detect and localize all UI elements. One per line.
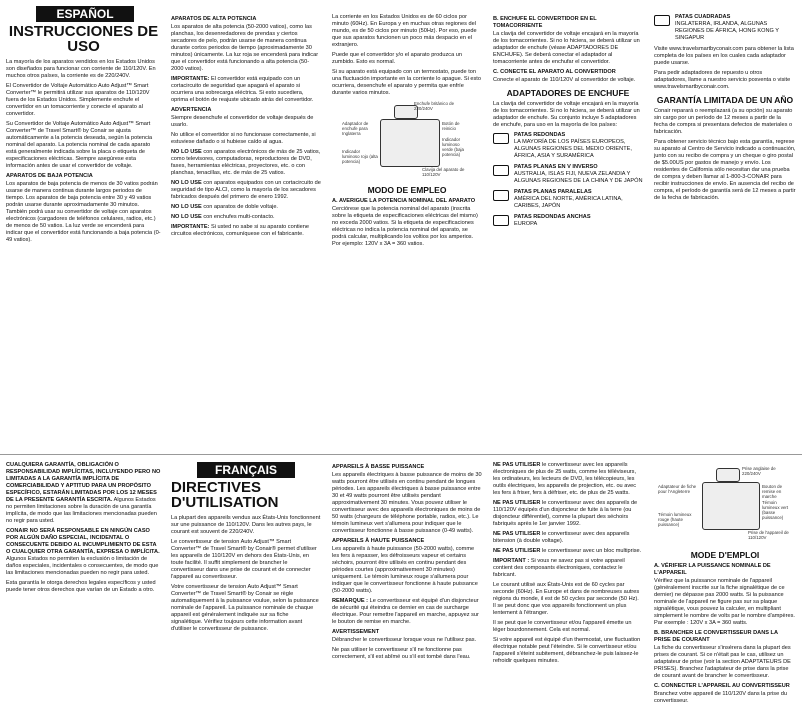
es-warranty-final: Esta garantía le otorga derechos legales específicos y usted puede tener otros derechos que varían de un Estado a otro. — [6, 580, 156, 593]
es-column-5 — [654, 14, 796, 205]
fr-converter-body — [702, 482, 760, 530]
fr-no-use-label-3: NE PAS UTILISER — [493, 531, 541, 537]
fr-step-a-text: Vérifiez que la puissance nominale de l'appareil (généralement inscrite sur la fiche signalétique de ce dernier) ne dépasse pas 2000 watts. Si la puissance nominale de l'appareil ne figure pas sur sa plaque signalétique, vous pouvez la calculer, en multipliant simplement le nombre de volts par le nombre d'ampères. Par exemple : 120V x 3A = 360 watts. — [654, 578, 795, 626]
es-low-power-heading: APARATOS DE BAJA POTENCIA — [6, 173, 93, 179]
es-no-use-3: con aparatos de doble voltaje. — [203, 204, 278, 210]
es-warning-text-2: No utilice el convertidor si no funcionase correctamente, si estuviese dañado o si hubiese caído al agua. — [171, 132, 316, 145]
inverted-v-plug-icon — [493, 165, 509, 176]
es-no-use-label-3: NO LO USE — [171, 204, 202, 210]
fr-step-b-text: La fiche du convertisseur s'insérera dans la plupart des prises de courant. Si ce n'était pas le cas, utilisez un adaptateur de prise (voir la section ADAPTATEURS DE PRISES). Branchez l'adaptateur de prise dans la prise de courant avant de brancher le convertisseur. — [654, 645, 791, 679]
es-warranty-text: Conair reparará o reemplazará (a su opción) su aparato sin cargo por un período de 12 meses a partir de la fecha de compra si presentara defectos de materiales o fabricación. — [654, 108, 793, 135]
es-warranty-heading: GARANTÍA LIMITADA DE UN AÑO — [656, 95, 794, 105]
es-plug-regions: LA MAYORÍA DE LOS PAÍSES EUROPEOS, ALGUNAS REGIONES DEL MEDIO ORIENTE, ÁFRICA, ASIA Y SURAMÉRICA — [514, 139, 632, 159]
es-warranty-caps-1-tail: Algunos Estados no permiten limitaciones sobre la duración de una garantía implícita, de modo que las limitaciones mencionadas pueden no regir para usted. — [6, 497, 157, 524]
es-page-title: INSTRUCCIONES DE USO — [8, 23, 159, 55]
fr-intro-1: La plupart des appareils vendus aux États-Unis fonctionnent sur une puissance de 110/120V. Dans les autres pays, le courant est souvent de 220/240V. — [171, 515, 321, 535]
es-column-4 — [493, 14, 643, 232]
es-visit-text: Visite www.travelsmartbyconair.com para obtener la lista completa de los países en los cuales cada adaptador puede usarse. — [654, 46, 794, 66]
fr-page-title: DIRECTIVES D'UTILISATION — [171, 479, 279, 511]
fr-high-power-heading: APPAREILS À HAUTE PUISSANCE — [332, 538, 425, 544]
fr-intro-2: Le convertisseur de tension Auto Adjust™ Smart Converter™ de Travel Smart® by Conair® permet d'utiliser les appareils de 110/120V en dehors des États-Unis, en toute facilité. Il suffit simplement de brancher le convertisseur dans une prise de courant et de connecter l'appareil au convertisseur. — [171, 539, 317, 580]
fr-no-use-1: le convertisseur avec les appareils électroniques de plus de 25 watts, comme les téléviseurs, les ordinateurs, les lecteurs de DVD, les télécopieurs, les outils électriques, les appareils de projection, etc. ou avec les fers à friser, fers à défriser, etc. de plus de 25 watts. — [493, 462, 637, 496]
es-plug-name: PATAS PLANAS PARALELAS — [514, 189, 592, 195]
es-plug-regions: AUSTRALIA, ISLAS FIJI, NUEVA ZELANDIA Y ALGUNAS REGIONES DE LA CHINA Y DE JAPÓN — [514, 171, 643, 184]
fr-converter-diagram — [658, 466, 792, 546]
fr-warning-heading: AVERTISSEMENT — [332, 629, 380, 635]
es-warning-heading: ADVERTENCIA — [171, 107, 212, 113]
es-important-text-2: Si usted no sabe si su aparato contiene circuitos electrónicos, comuníquese con el fabricante. — [171, 224, 309, 237]
es-adapters-heading: ADAPTADORES DE ENCHUFE — [506, 88, 630, 98]
es-no-use-label-2: NO LO USE — [171, 180, 202, 186]
es-important-label: IMPORTANTE: — [171, 76, 210, 82]
fr-column-4 — [654, 462, 796, 708]
fr-no-use-2: le convertisseur avec des appareils de 110/120V équipés d'un disjoncteur de fuite à la terre (ou disjoncteur différentiel), comme la plupart des séchoirs fabriqués après le 1er janvier 1992. — [493, 500, 638, 527]
es-language-banner: ESPAÑOL — [36, 6, 134, 22]
es-plug-name: PATAS REDONDAS — [514, 132, 566, 138]
es-plug-regions: INGLATERRA, IRLANDA, ALGUNAS REGIONES DE ÁFRICA, HONG KONG Y SINGAPUR — [675, 21, 779, 41]
es-no-use-2: con aparatos equipados con un cortacircuito de seguridad de tipo ALCI, como la mayoría de los secadores fabricados después del primero de enero 1992. — [171, 180, 321, 200]
fr-step-c: C. CONNECTER L'APPAREIL AU CONVERTISSEUR — [654, 683, 790, 689]
es-plug-name: PATAS PLANAS EN V INVERSO — [514, 164, 598, 170]
fr-language-banner: FRANÇAIS — [197, 462, 295, 478]
fr-diagram-label-2: Adaptateur de fiche pour l'Angleterre — [658, 484, 697, 494]
es-intro-3: Su Convertidor de Voltaje Automático Auto Adjust™ Smart Converter™ de Travel Smart® by Conair se ajusta automáticamente a la potencia deseada, según la potencia nominal del aparato. La potencia nominal de cada aparato está generalmente indicada sobre la placa o etiqueta de especificaciones eléctricas. Siempre asegúrese esta información antes de usar el convertidor de voltaje. — [6, 121, 153, 169]
es-high-power-text: Los aparatos de alta potencia (50-2000 vatios), como las planchas, los desenredadores de prendas y ciertos secadores de pelo, podrán usarse de manera continua durante cortos periodos de tiempo (aproximadamente 30 minutos) únicamente. La luz roja se encenderá para indicar que el convertidor está funcionando a alta potencia (50-2000 vatios). — [171, 24, 319, 72]
es-mode-heading: MODO DE EMPLEO — [367, 185, 447, 195]
es-warranty-continued — [6, 462, 161, 597]
fr-warning-text: Débrancher le convertisseur lorsque vous ne l'utilisez pas. — [332, 637, 477, 643]
fr-column-3 — [493, 462, 643, 668]
fr-current-text-2: Il se peut que le convertisseur et/ou l'appareil émette un léger bourdonnement. Cela est normal. — [493, 620, 632, 633]
es-plug-regions: AMÉRICA DEL NORTE, AMÉRICA LATINA, CARIBES, JAPÓN — [514, 196, 623, 209]
fr-thermostat-text: Si votre appareil est équipé d'un thermostat, une fluctuation électrique notable peut l'éteindre. Si le convertisseur et/ou l'appareil s'éteint subitement, débranchez-le puis laissez-le refroidir quelques minutes. — [493, 637, 641, 664]
fr-no-use-label: NE PAS UTILISER — [493, 462, 541, 468]
es-diagram-label-6: Clavija del aparato de 110/120V — [422, 167, 465, 177]
es-warranty-text-2: Para obtener servicio técnico bajo esta garantía, regrese su aparato al Centro de Servicio indicado a continuación, junto con su recibo de compra y un cheque o giro postal de $5.00US por gastos de manejo y envío. Los residentes de California sólo necesitan dar una prueba de compra y deben llamar al 1-800-3-CONAIR para recibir instrucciones de envío. En ausencia del recibo de compra, el período de garantía será de 12 meses a partir de la fecha de fabricación. — [654, 139, 796, 201]
es-thermostat-text: Si su aparato está equipado con un termostato, puede ton una fluctuación importante en la corriente lo apague. Si esto ocurriera, desenchufe el aparato y permita que enfríe durante varios minutos. — [332, 69, 481, 96]
fr-diagram-label-6: Prise de l'appareil de 110/120V — [748, 530, 789, 540]
es-plug-item — [493, 189, 643, 210]
es-diagram-label-4: Indicador luminoso verde (baja potencia) — [442, 137, 464, 157]
fr-no-use-label-4: NE PAS UTILISER — [493, 548, 541, 554]
fr-low-power-text: Les appareils électriques à basse puissance de moins de 30 watts pourront être utilisés en continu pendant de longues périodes. Les appareils électriques à basse puissance entre 30 et 49 watts pourront être utilisés pendant approximativement 30 minutes. Vous pouvez utiliser le convertisseur avec des appareils électroniques de moins de 50 watts (chargeurs de téléphone portable, radios, etc.). Le témoin lumineux vert s'allumera pour indiquer que le convertisseur fonctionne à basse puissance (0-49 watts). — [332, 472, 482, 534]
es-important-text: El convertidor está equipado con un cortacircuito de seguridad que apagará el aparato si ocurriera una sobrecarga eléctrica. Si esto sucediera, oprima el botón de reajuste ubicado atrás del convertidor. — [171, 76, 314, 103]
es-step-a: A. AVERIGUE LA POTENCIA NOMINAL DEL APARATO — [332, 198, 476, 204]
es-plug-name: PATAS CUADRADAS — [675, 14, 731, 20]
es-low-power-text: Los aparatos de baja potencia de menos de 30 vatios podrán usarse de manera continua durante largos periodos de tiempo. Los aparatos de baja potencia entre 30 y 49 vatios podrán usarse durante aproximadamente 30 minutos. También podrá usar su convertidor de voltaje con aparatos electrónicos (cargadores de teléfonos celulares, radios, etc.) de menos de 50 vatios. La luz verde se encenderá para indicar que el convertidor está funcionando a baja potencia (0-49 vatios). — [6, 181, 161, 243]
fr-intro-3: Votre convertisseur de tension Auto Adjust™ Smart Converter™ de Travel Smart® by Conair se règle automatiquement à la puissance voulue, selon la puissance nominale de l'appareil. La puissance nominale de chaque appareil est généralement indiquée sur sa fiche signalétique. Vérifiez toujours cette information avant d'utiliser le convertisseur de puissance. — [171, 584, 319, 632]
fr-step-b: B. BRANCHER LE CONVERTISSEUR DANS LA PRISE DE COURANT — [654, 630, 778, 643]
fr-mode-heading: MODE D'EMPLOI — [690, 550, 760, 560]
es-plug-regions: EUROPA — [514, 221, 538, 227]
fr-diagram-label-5: Témoin lumineux rouge (haute puissance) — [658, 512, 692, 527]
es-diagram-label-1: Enchufe británico de 220/240V — [414, 101, 455, 111]
fr-step-c-text: Branchez votre appareil de 110/120V dans la prise du convertisseur. — [654, 691, 787, 704]
fr-high-power-text: Les appareils à haute puissance (50-2000 watts), comme les fers à repasser, les défroisseurs vapeur et certains séchoirs, pourront être utilisés en continu pendant des périodes courtes (approximativement 30 minutes) uniquement. Le témoin lumineux rouge s'allumera pour indiquer que le convertisseur fonctionne à haute puissance (50-2000 watts). — [332, 546, 478, 594]
es-warranty-caps-2-tail: Algunos Estados no permiten la exclusión o limitación de daños especiales, incidentales o consecuentes, de modo que las limitaciones mencionadas pueden no regir para usted. — [6, 556, 159, 576]
es-high-power-heading: APARATOS DE ALTA POTENCIA — [171, 16, 257, 22]
fr-step-a: A. VÉRIFIER LA PUISSANCE NOMINALE DE L'APPAREIL — [654, 563, 771, 576]
fr-diagram-label-3: Bouton de remise en marche — [762, 484, 783, 499]
es-column-3 — [332, 14, 482, 251]
es-converter-diagram — [342, 101, 470, 181]
es-order-text: Para pedir adaptadores de repuesto u otros adaptadores, llame a nuestro servicio posventa o visite www.travelsmartbyconair.com. — [654, 70, 791, 90]
section-divider — [0, 454, 802, 455]
es-no-use-label-4: NO LO USE — [171, 214, 202, 220]
es-no-use-label: NO LO USE — [171, 149, 202, 155]
es-step-b: B. ENCHUFE EL CONVERTIDOR EN EL TOMACORRIENTE — [493, 16, 597, 29]
es-plug-name: PATAS REDONDAS ANCHAS — [514, 214, 591, 220]
fr-important-text: Si vous ne savez pas si votre appareil contient des composants électroniques, contactez le fabricant. — [493, 558, 625, 578]
es-column-1 — [6, 6, 161, 247]
fr-column-2 — [332, 462, 482, 664]
es-no-use-1: con aparatos electrónicos de más de 25 vatios, como televisores, computadoras, reproductores de DVD, faxes, herramientas eléctricas, proyectores, etc. o con planchas, tenacillas, etc. de más de 25 vatios. — [171, 149, 321, 176]
es-diagram-label-5: Indicador luminoso rojo (alta potencia) — [342, 149, 378, 164]
es-warranty-caps-1: CUALQUIERA GARANTÍA, OBLIGACIÓN O RESPONSABILIDAD IMPLÍCITAS, INCLUYENDO PERO NO LIMITADAS A LA GARANTÍA IMPLÍCITA DE COMERCIABILIDAD Y APTITUD PARA UN PROPÓSITO ESPECÍFICO, ESTARÁN LIMITADAS POR LOS 12 MESES DE LA PRESENTE GARANTÍA ESCRITA. — [6, 462, 161, 503]
es-plug-item — [493, 164, 643, 185]
square-pins-plug-icon — [654, 15, 670, 26]
es-step-a-text: Cerciórese que la potencia nominal del aparato (inscrita sobre la etiqueta de especificaciones eléctricas del mismo) no exceda 2000 vatios. Si la etiqueta de especificaciones eléctricas no indica la potencia nominal del aparato, se podrá calcular, multiplicando los voltios por los amperios. Por ejemplo: 120V x 3A = 360 vatios. — [332, 206, 478, 247]
fr-diagram-label-1: Prise anglaise de 220/240V — [742, 466, 776, 476]
es-diagram-label-2: Adaptador de enchufe para Inglaterra — [342, 121, 369, 136]
es-plug-item — [493, 214, 643, 228]
es-current-text-2: Puede que el convertidor y/o el aparato produzca un zumbido. Esto es normal. — [332, 52, 462, 65]
es-step-c: C. CONECTE EL APARATO AL CONVERTIDOR — [493, 69, 616, 75]
fr-current-text: Le courant utilisé aux États-Unis est de 60 cycles par seconde (60Hz). En Europe et dans de nombreuses autres régions du monde, il est de 50 cycles par seconde (50 Hz). Il se peut donc que vos appareils fonctionnent un plus lentement à l'étranger. — [493, 582, 640, 616]
fr-remark-label: REMARQUE : — [332, 598, 369, 604]
fr-no-use-label-2: NE PAS UTILISER — [493, 500, 541, 506]
wide-round-plug-icon — [493, 215, 509, 226]
es-current-text: La corriente en los Estados Unidos es de 60 ciclos por minuto (60Hz). En Europa y en muchas otras regiones del mundo, es de 50 ciclos por minuto (50Hz). Por eso, puede que sus aparatos funcionen un poco más despacio en el extranjero. — [332, 14, 477, 48]
es-diagram-label-3: Botón de reinicio — [442, 121, 460, 131]
es-intro-2: El Convertidor de Voltaje Automático Auto Adjust™ Smart Converter™ le permitirá utilizar sus aparatos de 110/120V fuera de los Estados Unidos. Simplemente enchufe el convertidor en un tomacorriente y conecte el aparato al convertidor. — [6, 83, 150, 117]
fr-warning-text-2: Ne pas utiliser le convertisseur s'il ne fonctionne pas correctement, s'il est abîmé ou s'il est tombé dans l'eau. — [332, 647, 471, 660]
fr-uk-plug-shape — [716, 468, 740, 482]
es-no-use-4: con enchufes multi-contacto. — [203, 214, 275, 220]
es-plug-item — [493, 132, 643, 160]
es-plug-item — [654, 14, 796, 42]
es-warranty-caps-2: CONAIR NO SERÁ RESPONSABLE EN NINGÚN CASO POR ALGÚN DAÑO ESPECIAL, INCIDENTAL O CONSECUENTE DEBIDO AL INCUMPLIMIENTO DE ESTA O CUALQUIER OTRA GARANTÍA, EXPRESA O IMPLÍCITA. — [6, 528, 160, 555]
fr-remark-text: Le convertisseur est équipé d'un disjoncteur de sécurité qui éteindra ce dernier en cas de surcharge électrique. Pour remettre l'appareil en marche, appuyez sur le bouton de remise en marche. — [332, 598, 479, 625]
round-pins-plug-icon — [493, 133, 509, 144]
es-step-c-text: Conecte el aparato de 110/120V al convertidor de voltaje. — [493, 77, 636, 83]
es-important-label-2: IMPORTANTE: — [171, 224, 210, 230]
fr-important-label: IMPORTANT : — [493, 558, 530, 564]
fr-no-use-3: le convertisseur avec des appareils bitension (à double voltage). — [493, 531, 630, 544]
fr-diagram-label-4: Témoin lumineux vert (basse puissance) — [762, 500, 789, 520]
fr-no-use-4: le convertisseur avec un bloc multiprise. — [542, 548, 642, 554]
fr-low-power-heading: APPAREILS À BASSE PUISSANCE — [332, 464, 425, 470]
es-intro-1: La mayoría de los aparatos vendidos en los Estados Unidos son diseñados para funcionar con corriente de 110/120V. En muchos otros países, la corriente es de 220/240V. — [6, 59, 156, 79]
es-converter-body — [380, 119, 440, 167]
fr-column-1 — [171, 462, 321, 636]
es-column-2 — [171, 14, 321, 241]
es-warning-text: Siempre desenchufe el convertidor de voltaje después de usarlo. — [171, 115, 314, 128]
es-step-b-text: La clavija del convertidor de voltaje encajará en la mayoría de los tomacorrientes. Si no lo hiciera, se deberá utilizar un adaptador de enchufe (véase ADAPTADORES DE ENCHUFE). Se deberá conectar el adaptador al tomacorriente antes de enchufar el convertidor. — [493, 31, 640, 65]
flat-parallel-plug-icon — [493, 190, 509, 201]
es-adapters-text: La clavija del convertidor de voltaje encajará en la mayoría de los tomacorrientes. Si no lo hiciera, se deberá utilizar un adaptador de enchufe. Su conjunto incluye 5 adaptadores de enchufe, para uso en la mayoría de los países: — [493, 101, 640, 128]
